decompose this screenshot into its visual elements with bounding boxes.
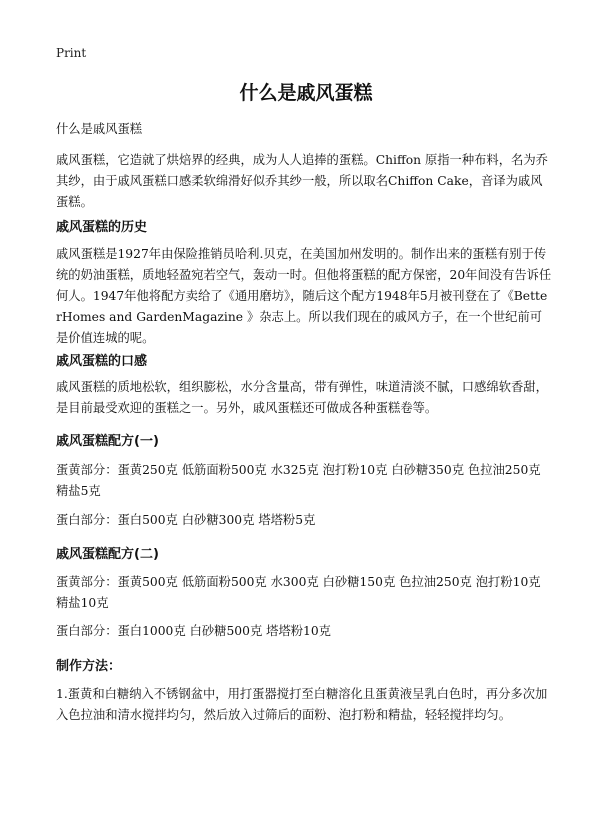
intro-paragraph: 戚风蛋糕，它造就了烘焙界的经典，成为人人追捧的蛋糕。Chiffon 原指一种布料，名为乔其纱，由于戚风蛋糕口感柔软绵滑好似乔其纱一般，所以取名Chiffon Cake，音译为戚风蛋糕。 <box>56 153 548 209</box>
history-paragraph: 戚风蛋糕是1927年由保险推销员哈利.贝克，在美国加州发明的。制作出来的蛋糕有别于传统的奶油蛋糕，质地轻盈宛若空气，轰动一时。但他将蛋糕的配方保密，20年间没有告诉任何人。1947年他将配方卖给了《通用磨坊》，随后这个配方1948年5月被刊登在了《BetterHomes and GardenMagazine 》杂志上。所以我们现在的戚风方子，在一个世纪前可是价值连城的呢。 <box>56 247 552 345</box>
recipe2-heading: 戚风蛋糕配方(二) <box>56 547 159 562</box>
page-title: 什么是戚风蛋糕 <box>239 82 373 104</box>
recipe1-yolk: 蛋黄部分：蛋黄250克 低筋面粉500克 水325克 泡打粉10克 白砂糖350克 色拉油250克 精盐5克 <box>56 463 541 498</box>
method-heading: 制作方法： <box>56 659 122 674</box>
recipe2-white: 蛋白部分：蛋白1000克 白砂糖500克 塔塔粉10克 <box>56 624 331 638</box>
taste-heading: 戚风蛋糕的口感 <box>56 354 148 369</box>
subtitle: 什么是戚风蛋糕 <box>56 122 143 136</box>
print-link[interactable]: Print <box>56 46 87 60</box>
method-step-1: 1.蛋黄和白糖纳入不锈钢盆中，用打蛋器搅打至白糖溶化且蛋黄液呈乳白色时，再分多次加入色拉油和清水搅拌均匀，然后放入过筛后的面粉、泡打粉和精盐，轻轻搅拌均匀。 <box>56 687 548 722</box>
taste-paragraph: 戚风蛋糕的质地松软，组织膨松，水分含量高，带有弹性，味道清淡不腻，口感绵软香甜，是目前最受欢迎的蛋糕之一。另外，戚风蛋糕还可做成各种蛋糕卷等。 <box>56 380 548 415</box>
recipe1-white: 蛋白部分：蛋白500克 白砂糖300克 塔塔粉5克 <box>56 513 316 527</box>
recipe2-yolk: 蛋黄部分：蛋黄500克 低筋面粉500克 水300克 白砂糖150克 色拉油250克 泡打粉10克 精盐10克 <box>56 575 541 610</box>
recipe1-heading: 戚风蛋糕配方(一) <box>56 434 159 449</box>
history-heading: 戚风蛋糕的历史 <box>56 220 148 235</box>
